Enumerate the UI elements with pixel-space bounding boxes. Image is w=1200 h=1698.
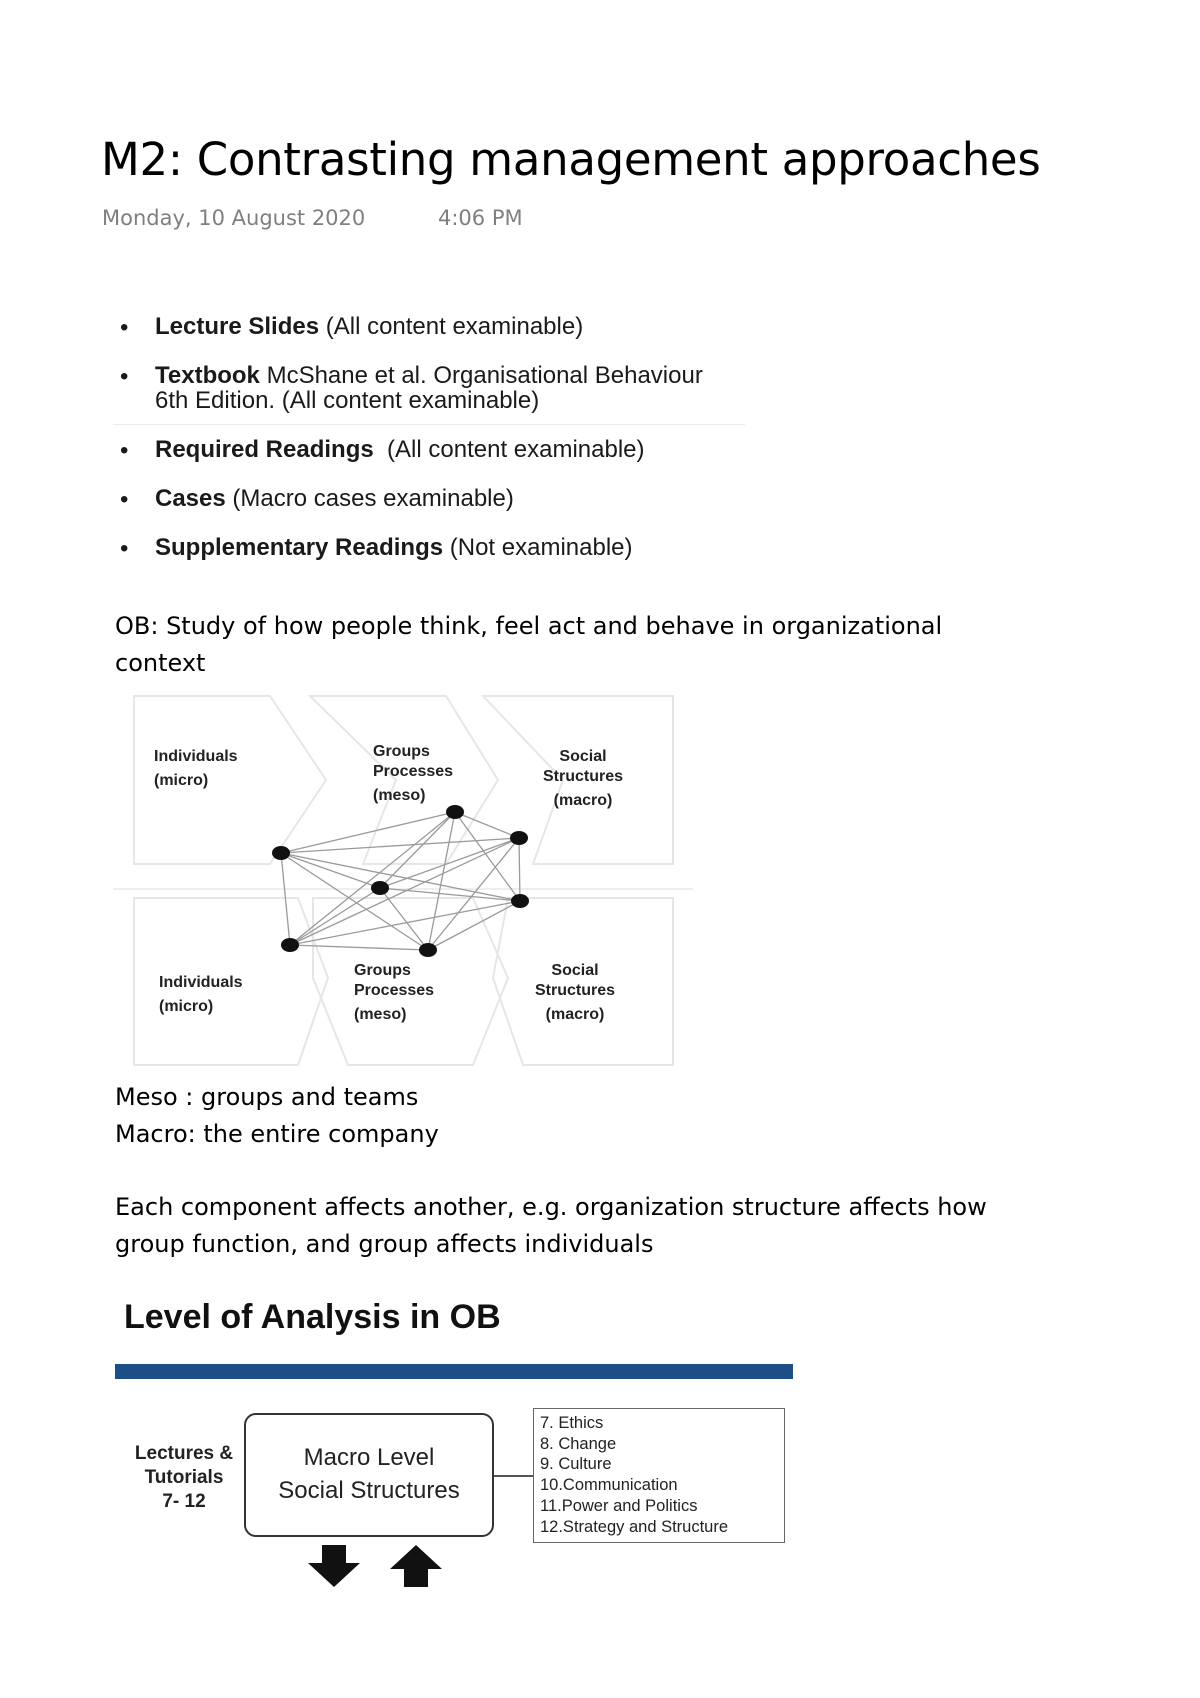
level-notes [115, 1079, 439, 1153]
macro-level-box [244, 1413, 494, 1537]
bullet-rest: (All content examinable) [373, 436, 645, 463]
level-arrows [308, 1545, 448, 1591]
bullet-glyph: • [120, 437, 129, 464]
lectures-label [120, 1442, 248, 1514]
network-node [446, 805, 464, 819]
label-line: Individuals [154, 748, 238, 765]
levels-network-diagram [113, 688, 693, 1074]
bullet-bold: Textbook [155, 362, 260, 389]
bullet-glyph: • [120, 314, 129, 341]
ob-definition-line2: context [115, 649, 206, 677]
arrow-up-icon [390, 1545, 442, 1587]
topic-item: 12.Strategy and Structure [540, 1517, 729, 1536]
lectures-line: Lectures & [134, 1443, 234, 1464]
topic-item: 11.Power and Politics [540, 1496, 698, 1515]
page-title: M2: Contrasting management approaches [101, 133, 1041, 186]
macro-box-line2: Social Structures [278, 1477, 460, 1504]
label-line: (micro) [154, 772, 209, 789]
bullet-rest: (All content examinable) [319, 313, 584, 340]
page-time: 4:06 PM [438, 206, 523, 230]
label-line: (macro) [553, 792, 613, 809]
network-node [510, 831, 528, 845]
topic-item: 7. Ethics [540, 1414, 604, 1432]
bullet-bold: Cases [155, 485, 226, 512]
label-bottom-social [525, 961, 625, 1025]
label-line: Social [551, 962, 599, 979]
label-line: (meso) [373, 787, 426, 804]
bullet-bold: Lecture Slides [155, 313, 320, 340]
label-top-groups [373, 742, 453, 806]
label-line: Structures [534, 982, 616, 999]
network-node [511, 894, 529, 908]
label-line: Processes [373, 763, 454, 780]
label-top-social [533, 747, 633, 811]
arrow-down-icon [308, 1545, 360, 1587]
label-line: (macro) [545, 1006, 605, 1023]
network-node [371, 881, 389, 895]
macro-box-line1: Macro Level [303, 1444, 435, 1471]
label-top-individuals [154, 747, 238, 791]
topic-item: 8. Change [540, 1434, 617, 1453]
bullet-glyph: • [120, 535, 129, 562]
network-node [272, 846, 290, 860]
network-node [419, 943, 437, 957]
label-line: (micro) [159, 998, 214, 1015]
effect-note [115, 1189, 987, 1263]
bullet-bold: Supplementary Readings [155, 534, 444, 561]
label-line: Individuals [159, 974, 243, 991]
bullet-rest: (Not examinable) [443, 534, 633, 561]
bullet-glyph: • [120, 486, 129, 513]
topic-item: 9. Culture [540, 1455, 612, 1474]
page-date: Monday, 10 August 2020 [102, 206, 366, 230]
ob-definition [115, 608, 942, 682]
macro-note: Macro: the entire company [115, 1120, 439, 1148]
label-bottom-groups [354, 961, 434, 1025]
lectures-line: Tutorials [144, 1467, 224, 1488]
topics-box [533, 1408, 785, 1543]
label-line: Groups [373, 743, 430, 760]
divider [113, 424, 745, 425]
bullet-rest: McShane et al. Organisational Behaviour [259, 362, 703, 389]
label-line: Groups [354, 962, 411, 979]
label-bottom-individuals [159, 973, 243, 1017]
bullet-rest-line2: 6th Edition. (All content examinable) [155, 387, 540, 414]
loa-title: Level of Analysis in OB [124, 1298, 501, 1336]
connector-line [494, 1475, 534, 1477]
meso-note: Meso : groups and teams [115, 1083, 419, 1111]
topic-item: 10.Communication [540, 1476, 678, 1495]
label-line: Processes [354, 982, 435, 999]
effect-note-line1: Each component affects another, e.g. organization structure affects how [115, 1193, 987, 1221]
ob-definition-line1: OB: Study of how people think, feel act and behave in organizational [115, 612, 943, 640]
effect-note-line2: group function, and group affects individuals [115, 1230, 654, 1258]
loa-title-bar [115, 1364, 793, 1379]
label-line: Social [559, 748, 607, 765]
lectures-line: 7- 12 [162, 1491, 206, 1512]
bullet-glyph: • [120, 363, 129, 390]
label-line: Structures [542, 768, 624, 785]
bullet-bold: Required Readings [155, 436, 374, 463]
network-node [281, 938, 299, 952]
bullet-rest: (Macro cases examinable) [225, 485, 514, 512]
label-line: (meso) [354, 1006, 407, 1023]
